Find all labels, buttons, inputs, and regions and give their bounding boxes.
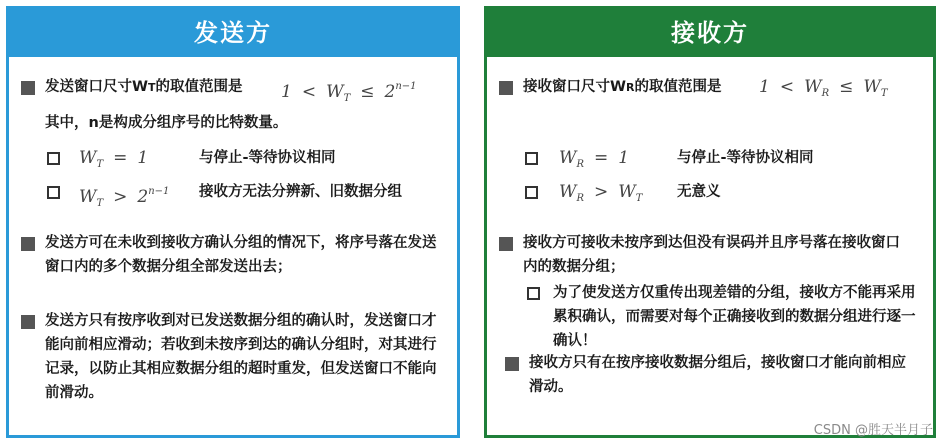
receiver-sub1-formula: $W_R = 1$	[559, 148, 630, 170]
checkbox[interactable]	[527, 287, 540, 300]
bullet-square	[21, 81, 35, 95]
watermark: CSDN @胜天半月子	[813, 423, 933, 438]
receiver-window-range-formula: $1 < W_R \le W_T$	[759, 77, 888, 99]
sender-title: 发送方	[9, 9, 457, 57]
sender-item3: 发送方只有按序收到对已发送数据分组的确认时，发送窗口才能向前相应滑动；若收到未按序到达的确认分组时，对其进行记录，以防止其相应数据分组的超时重发，但发送窗口不能向前滑动。	[45, 313, 437, 401]
receiver-item2: 接收方可接收未按序到达但没有误码并且序号落在接收窗口内的数据分组；	[523, 235, 900, 275]
bullet-square	[505, 357, 519, 371]
checkbox[interactable]	[525, 186, 538, 199]
sender-sub2-formula: $W_T > 2^{n-1}$	[79, 186, 170, 209]
bullet-square	[499, 81, 513, 95]
receiver-sub1-text: 与停止-等待协议相同	[677, 150, 814, 166]
checkbox[interactable]	[47, 186, 60, 199]
receiver-window-size-label: 接收窗口尺寸WR的取值范围是	[523, 79, 722, 95]
sender-window-size-label: 发送窗口尺寸WT的取值范围是	[45, 79, 243, 95]
sender-sub1-formula: $W_T = 1$	[79, 148, 149, 170]
sender-sub1-text: 与停止-等待协议相同	[199, 150, 336, 166]
sender-window-range-formula: $1 < W_T \le 2^{n-1}$	[281, 81, 417, 104]
checkbox[interactable]	[525, 152, 538, 165]
bullet-square	[499, 237, 513, 251]
sender-n-note: 其中，n是构成分组序号的比特数量。	[45, 115, 288, 131]
sender-sub2-text: 接收方无法分辨新、旧数据分组	[199, 184, 402, 200]
receiver-title: 接收方	[487, 9, 933, 57]
checkbox[interactable]	[47, 152, 60, 165]
receiver-panel	[484, 6, 936, 438]
sender-item2: 发送方可在未收到接收方确认分组的情况下，将序号落在发送窗口内的多个数据分组全部发送出去；	[45, 235, 437, 275]
sender-panel	[6, 6, 460, 438]
receiver-sub2-text: 无意义	[677, 184, 721, 200]
receiver-item2-sub: 为了使发送方仅重传出现差错的分组，接收方不能再采用累积确认，而需要对每个正确接收到的数据分组进行逐一确认！	[553, 285, 916, 349]
bullet-square	[21, 237, 35, 251]
bullet-square	[21, 315, 35, 329]
receiver-sub2-formula: $W_R > W_T$	[559, 182, 643, 204]
receiver-item3: 接收方只有在按序接收数据分组后，接收窗口才能向前相应滑动。	[529, 355, 906, 395]
